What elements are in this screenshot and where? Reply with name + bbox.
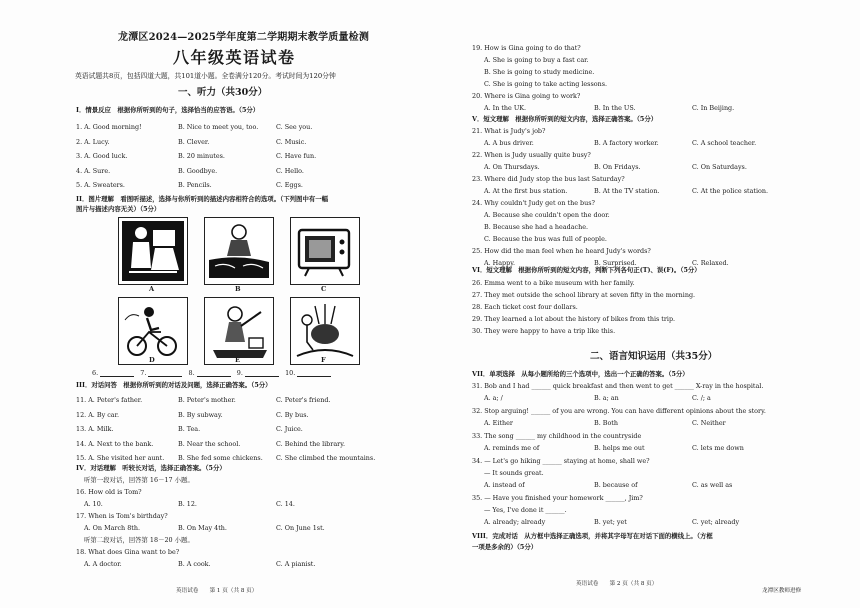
option-b[interactable]: B. Both: [594, 419, 618, 427]
option-c[interactable]: C. Behind the library.: [276, 439, 345, 448]
option-c[interactable]: C. Hello.: [276, 166, 304, 175]
part-title: III．对话问答 根据你所听到的对话及问题，选择正确答案。（5分）: [76, 381, 272, 389]
option-c[interactable]: C. Relaxed.: [692, 259, 729, 267]
option-c[interactable]: C. Eggs.: [276, 181, 303, 189]
option-b[interactable]: B. Pencils.: [178, 181, 212, 189]
option-c[interactable]: C. At the police station.: [692, 187, 769, 195]
section-heading-language: 二、语言知识运用（共35分）: [590, 351, 718, 362]
option-b[interactable]: B. Tea.: [178, 425, 201, 433]
page-footer: 英语试卷 第 1 页（共 8 页）: [176, 588, 258, 594]
option-a[interactable]: A. already; already: [484, 518, 546, 526]
part-title: 一项是多余的）（5分）: [472, 543, 538, 551]
option-c[interactable]: C. On June 1st.: [276, 524, 325, 532]
option-b[interactable]: B. helps me out: [594, 444, 645, 452]
true-false-statement: 30. They were happy to have a trip like this.: [472, 327, 616, 335]
option-a[interactable]: 2. A. Lucy.: [76, 137, 110, 146]
option-a[interactable]: A. At the first bus station.: [484, 187, 568, 195]
option-c[interactable]: C. By bus.: [276, 410, 309, 419]
option-b[interactable]: B. A cook.: [178, 560, 211, 568]
answer-blank[interactable]: [297, 369, 331, 377]
option-a[interactable]: A. instead of: [484, 481, 525, 489]
option-b[interactable]: B. Goodbye.: [178, 166, 218, 175]
part-title: VIII．完成对话 从方框中选择正确选项，并将其字母写在对话下面的横线上。（方框: [472, 532, 713, 540]
blank-label: 6.: [92, 369, 99, 377]
option-a[interactable]: A. A bus driver.: [484, 139, 534, 147]
part-title: V．短文理解 根据你所听到的短文内容，选择正确答案。（5分）: [472, 115, 658, 123]
option-b[interactable]: B. yet; yet: [594, 518, 627, 526]
option-b[interactable]: B. She fed some chickens.: [178, 454, 263, 462]
blank-label: 10.: [285, 369, 296, 377]
picture-d: [118, 297, 188, 365]
picture-e: [204, 297, 274, 365]
page-footer: 英语试卷 第 2 页（共 8 页）: [576, 581, 658, 587]
option-b[interactable]: B. 20 minutes.: [178, 152, 225, 160]
option-c[interactable]: C. A school teacher.: [692, 139, 757, 147]
picture-label: B: [235, 285, 241, 293]
option-a[interactable]: A. reminds me of: [484, 444, 540, 452]
question-stem: 34. — Let's go hiking ______ staying at home, shall we?: [472, 457, 650, 465]
question-stem: 16. How old is Tom?: [76, 488, 142, 496]
picture-label: F: [321, 356, 326, 364]
answer-blank[interactable]: [245, 369, 279, 377]
option-a[interactable]: 13. A. Milk.: [76, 425, 114, 433]
option-a[interactable]: 3. A. Good luck.: [76, 152, 128, 160]
option-b[interactable]: B. She is going to study medicine.: [484, 68, 595, 76]
question-stem: 25. How did the man feel when he heard Judy's words?: [472, 247, 651, 255]
exam-title: 龙潭区2024—2025学年度第二学期期末教学质量检测: [118, 32, 370, 43]
option-a[interactable]: 12. A. By car.: [76, 410, 119, 419]
option-b[interactable]: B. Clever.: [178, 137, 210, 146]
option-a[interactable]: 4. A. Sure.: [76, 166, 111, 175]
option-c[interactable]: C. lets me down: [692, 444, 744, 452]
question-stem: 22. When is Judy usually quite busy?: [472, 151, 591, 159]
instruction: 听第一段对话，回答第 16－17 小题。: [84, 476, 194, 484]
option-a[interactable]: 14. A. Next to the bank.: [76, 439, 154, 448]
option-c[interactable]: C. Peter's friend.: [276, 396, 331, 404]
option-c[interactable]: C. yet; already: [692, 518, 740, 526]
instruction: 听第二段对话，回答第 18－20 小题。: [84, 536, 194, 544]
part-title: IV．对话理解 听较长对话，选择正确答案。（5分）: [76, 464, 226, 472]
part-title: 图片与描述内容无关）（5分）: [76, 205, 161, 213]
question-stem: — It sounds great.: [484, 469, 544, 477]
blank-label: 7.: [140, 369, 147, 377]
option-a[interactable]: A. On March 8th.: [84, 524, 140, 532]
picture-label: A: [149, 285, 155, 293]
question-stem: — Yes, I've done it ______.: [484, 506, 567, 514]
footer-credit: 龙潭区教师进修: [762, 588, 802, 594]
picture-c: [290, 217, 360, 285]
question-stem: 19. How is Gina going to do that?: [472, 44, 581, 52]
picture-f: [290, 297, 360, 365]
option-b[interactable]: B. Nice to meet you, too.: [178, 123, 259, 131]
option-a[interactable]: 11. A. Peter's father.: [76, 396, 143, 404]
true-false-statement: 28. Each ticket cost four dollars.: [472, 303, 578, 311]
question-stem: 18. What does Gina want to be?: [76, 548, 180, 556]
option-b[interactable]: B. A factory worker.: [594, 139, 659, 147]
option-c[interactable]: C. She climbed the mountains.: [276, 454, 376, 462]
exam-intro: 英语试题共8页，包括四道大题，共101道小题。全卷满分120分。考试时间为120分钟: [75, 72, 336, 80]
option-a[interactable]: 15. A. She visited her aunt.: [76, 454, 165, 462]
option-b[interactable]: B. By subway.: [178, 410, 223, 419]
part-title: VI．短文理解 根据你所听到的短文内容，判断下列各句正(T)、误(F)。（5分）: [472, 266, 701, 274]
picture-a: [118, 217, 188, 285]
option-a[interactable]: 1. A. Good morning!: [76, 123, 142, 131]
section-heading-listening: 一、听力（共30分）: [178, 87, 268, 98]
question-stem: 33. The song ______ my childhood in the countryside: [472, 432, 642, 440]
question-stem: 24. Why couldn't Judy get on the bus?: [472, 199, 595, 207]
true-false-statement: 26. Emma went to a bike museum with her family.: [472, 279, 635, 287]
option-a[interactable]: A. A doctor.: [84, 560, 122, 568]
option-c[interactable]: C. as well as: [692, 481, 733, 489]
part-title: II．图片理解 看图听描述，选择与你所听到的描述内容相符合的选项。（下列图中有一幅: [76, 195, 329, 203]
answer-blank[interactable]: [197, 369, 231, 377]
page-two: [430, 0, 860, 608]
option-c[interactable]: C. She is going to take acting lessons.: [484, 80, 608, 88]
question-stem: 21. What is Judy's job?: [472, 127, 546, 135]
option-c[interactable]: C. In Beijing.: [692, 104, 735, 112]
question-stem: 20. Where is Gina going to work?: [472, 92, 581, 100]
exam-subtitle: 八年级英语试卷: [173, 48, 296, 67]
option-b[interactable]: B. On May 4th.: [178, 524, 227, 532]
option-c[interactable]: C. On Saturdays.: [692, 163, 747, 171]
option-a[interactable]: 5. A. Sweaters.: [76, 181, 125, 189]
option-a[interactable]: A. Happy.: [484, 259, 516, 267]
option-a[interactable]: A. a; /: [484, 394, 503, 402]
picture-b: [204, 217, 274, 285]
option-a[interactable]: A. In the UK.: [484, 104, 527, 112]
question-stem: 23. Where did Judy stop the bus last Saturday?: [472, 175, 625, 183]
true-false-statement: 27. They met outside the school library at seven fifty in the morning.: [472, 291, 696, 299]
picture-label: C: [321, 285, 327, 293]
answer-blank[interactable]: [148, 369, 182, 377]
option-a[interactable]: A. On Thursdays.: [484, 163, 540, 171]
option-b[interactable]: B. Near the school.: [178, 439, 241, 448]
option-b[interactable]: B. In the US.: [594, 104, 636, 112]
option-a[interactable]: A. Either: [484, 419, 513, 427]
answer-blanks: [92, 369, 331, 377]
part-title: VII．单项选择 从每小题所给的三个选项中，选出一个正确的答案。（5分）: [472, 370, 689, 378]
answer-blank[interactable]: [100, 369, 134, 377]
option-b[interactable]: B. Peter's mother.: [178, 396, 236, 404]
option-b[interactable]: B. Surprised.: [594, 259, 637, 267]
option-c[interactable]: C. Juice.: [276, 425, 303, 433]
option-c[interactable]: C. Have fun.: [276, 152, 317, 160]
option-c[interactable]: C. A pianist.: [276, 560, 316, 568]
blank-label: 8.: [188, 369, 195, 377]
option-c[interactable]: C. Neither: [692, 419, 726, 427]
picture-label: D: [149, 356, 155, 364]
option-b[interactable]: B. because of: [594, 481, 638, 489]
blank-label: 9.: [236, 369, 243, 377]
option-c[interactable]: C. Because the bus was full of people.: [484, 235, 607, 243]
option-c[interactable]: C. /; a: [692, 394, 711, 402]
part-title: I．情景反应 根据你所听到的句子，选择恰当的应答语。（5分）: [76, 106, 260, 114]
option-b[interactable]: B. a; an: [594, 394, 619, 402]
option-b[interactable]: B. At the TV station.: [594, 187, 660, 195]
option-b[interactable]: B. On Fridays.: [594, 163, 641, 171]
option-a[interactable]: A. She is going to buy a fast car.: [484, 56, 589, 64]
option-b[interactable]: B. 12.: [178, 500, 197, 508]
question-stem: 35. — Have you finished your homework ______, Jim?: [472, 494, 643, 502]
option-c[interactable]: C. 14.: [276, 500, 295, 508]
question-stem: 17. When is Tom's birthday?: [76, 512, 168, 520]
option-c[interactable]: C. Music.: [276, 137, 307, 146]
question-stem: 31. Bob and I had ______ quick breakfast and then went to get ______ X-ray in the hospital.: [472, 382, 764, 390]
question-stem: 32. Stop arguing! ______ of you are wrong. You can have different opinions about the story.: [472, 407, 766, 415]
option-a[interactable]: A. 10.: [84, 500, 103, 508]
option-b[interactable]: B. Because she had a headache.: [484, 223, 589, 231]
option-a[interactable]: A. Because she couldn't open the door.: [484, 211, 610, 219]
option-c[interactable]: C. See you.: [276, 123, 313, 131]
true-false-statement: 29. They learned a lot about the history of bikes from this trip.: [472, 315, 676, 323]
picture-label: E: [235, 356, 241, 364]
